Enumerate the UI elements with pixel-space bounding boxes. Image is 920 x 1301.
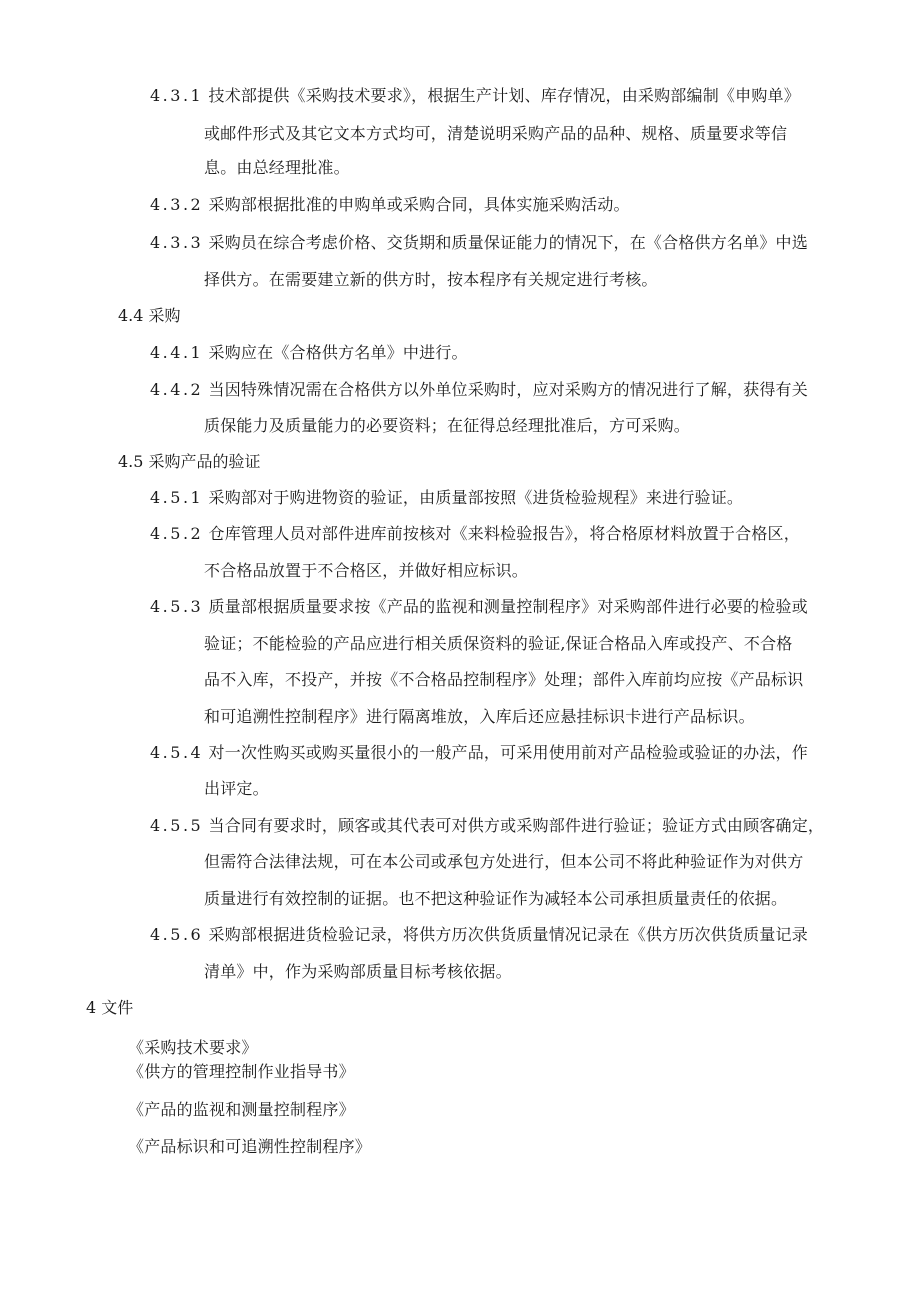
clause-4-5-2: [150, 524, 800, 544]
clause-text-line: 清单》中，作为采购部质量目标考核依据。: [204, 962, 512, 981]
document-reference: 《供方的管理控制作业指导书》: [128, 1062, 355, 1081]
clause-text-line: 质保能力及质量能力的必要资料；在征得总经理批准后，方可采购。: [204, 416, 691, 435]
document-reference: 《产品的监视和测量控制程序》: [128, 1100, 355, 1119]
section-number: 4.5: [118, 452, 144, 471]
section-heading-4-4: [118, 306, 181, 326]
clause-number: 4.4.2: [150, 380, 204, 399]
clause-4-5-1: [150, 488, 743, 508]
clause-text-line: 采购部根据批准的申购单或采购合同，具体实施采购活动。: [208, 195, 630, 214]
clause-number: 4.5.6: [150, 925, 204, 944]
clause-4-5-4: [150, 743, 808, 763]
clause-text-line: 采购部根据进货检验记录，将供方历次供货质量情况记录在《供方历次供货质量记录: [208, 925, 808, 944]
clause-number: 4.4.1: [150, 343, 204, 362]
clause-number: 4.3.1: [150, 86, 204, 105]
clause-number: 4.3.2: [150, 195, 204, 214]
document-reference: 《采购技术要求》: [128, 1038, 258, 1057]
clause-text-line: 不合格品放置于不合格区，并做好相应标识。: [204, 561, 529, 580]
clause-text-line: 品不入库，不投产，并按《不合格品控制程序》处理；部件入库前均应按《产品标识: [204, 670, 804, 689]
clause-number: 4.5.4: [150, 743, 204, 762]
section-heading-4-5: [118, 452, 261, 472]
clause-4-5-5: [150, 816, 824, 836]
clause-4-3-3: [150, 233, 808, 253]
section-number: 4.4: [118, 306, 144, 325]
clause-text-line: 但需符合法律法规，可在本公司或承包方处进行，但本公司不将此种验证作为对供方: [204, 852, 804, 871]
clause-text-line: 和可追溯性控制程序》进行隔离堆放，入库后还应悬挂标识卡进行产品标识。: [204, 707, 755, 726]
clause-4-3-1: [150, 86, 800, 106]
section-title: 采购: [148, 306, 181, 325]
clause-text-line: 出评定。: [204, 779, 269, 798]
clause-number: 4.5.5: [150, 816, 204, 835]
clause-4-5-6: [150, 925, 808, 945]
clause-text-line: 质量进行有效控制的证据。也不把这种验证作为减轻本公司承担质量责任的依据。: [204, 889, 788, 908]
clause-4-3-2: [150, 195, 630, 215]
clause-text-line: 仓库管理人员对部件进库前按核对《来料检验报告》，将合格原材料放置于合格区，: [208, 524, 800, 543]
clause-number: 4.5.1: [150, 488, 204, 507]
section-title: 文件: [101, 998, 134, 1017]
clause-text-line: 择供方。在需要建立新的供方时，按本程序有关规定进行考核。: [204, 270, 658, 289]
section-number: 4: [86, 998, 97, 1017]
document-reference: 《产品标识和可追溯性控制程序》: [128, 1137, 372, 1156]
clause-text-line: 或邮件形式及其它文本方式均可，清楚说明采购产品的品种、规格、质量要求等信: [204, 124, 788, 143]
clause-4-4-2: [150, 380, 808, 400]
clause-4-4-1: [150, 343, 468, 363]
clause-text-line: 采购员在综合考虑价格、交货期和质量保证能力的情况下，在《合格供方名单》中选: [208, 233, 808, 252]
clause-text-line: 采购部对于购进物资的验证，由质量部按照《进货检验规程》来进行验证。: [208, 488, 744, 507]
clause-text-line: 当因特殊情况需在合格供方以外单位采购时，应对采购方的情况进行了解，获得有关: [208, 380, 808, 399]
clause-text-line: 对一次性购买或购买量很小的一般产品，可采用使用前对产品检验或验证的办法，作: [208, 743, 808, 762]
clause-text-line: 息。由总经理批准。: [204, 158, 350, 177]
clause-text-line: 技术部提供《采购技术要求》，根据生产计划、库存情况，由采购部编制《申购单》: [208, 86, 800, 105]
clause-number: 4.3.3: [150, 233, 204, 252]
clause-text-line: 质量部根据质量要求按《产品的监视和测量控制程序》对采购部件进行必要的检验或: [208, 597, 808, 616]
clause-text-line: 验证；不能检验的产品应进行相关质保资料的验证,保证合格品入库或投产、不合格: [204, 634, 793, 653]
section-title: 采购产品的验证: [148, 452, 261, 471]
clause-text-line: 采购应在《合格供方名单》中进行。: [208, 343, 468, 362]
section-heading-documents: [86, 998, 133, 1018]
clause-number: 4.5.2: [150, 524, 204, 543]
clause-text-line: 当合同有要求时，顾客或其代表可对供方或采购部件进行验证；验证方式由顾客确定，: [208, 816, 825, 835]
clause-4-5-3: [150, 597, 808, 617]
clause-number: 4.5.3: [150, 597, 204, 616]
